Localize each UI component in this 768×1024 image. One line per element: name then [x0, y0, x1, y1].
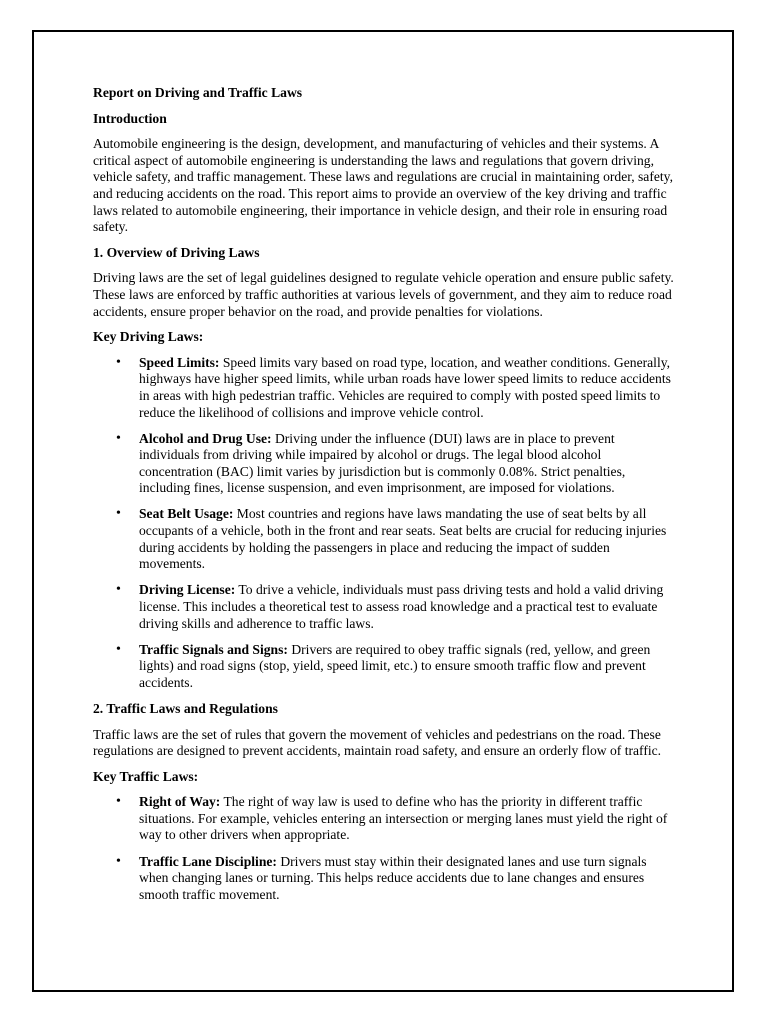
- list-item: [139, 642, 678, 692]
- section1-paragraph: Driving laws are the set of legal guidelines designed to regulate vehicle operation and ensure public safety. These laws are enforced by traffic authorities at various levels of government, and they aim to reduce road accidents, ensure proper behavior on the road, and provide penalties for violations.: [93, 270, 674, 319]
- list-item: [139, 582, 678, 632]
- document-content: [93, 85, 678, 913]
- list-item-term: Seat Belt Usage:: [139, 506, 234, 522]
- list-item-term: Driving License:: [139, 582, 236, 598]
- list-item: [139, 355, 678, 421]
- driving-laws-list: [93, 355, 678, 692]
- report-title: Report on Driving and Traffic Laws: [93, 85, 303, 100]
- intro-paragraph: Automobile engineering is the design, development, and manufacturing of vehicles and their systems. A critical aspect of automobile engineering is understanding the laws and regulations that govern driving, vehicle safety, and traffic management. These laws and regulations are crucial in maintaining order, safety, and reducing accidents on the road. This report aims to provide an overview of the key driving and traffic laws related to automobile engineering, their importance in vehicle design, and their role in ensuring road safety.: [93, 136, 673, 235]
- list-item-text: Drivers must stay within their designated lanes and use turn signals when changing lanes or turning. This helps reduce accidents due to lane changes and ensures smooth traffic movement.: [139, 853, 647, 902]
- intro-heading: Introduction: [93, 110, 167, 126]
- section1-subheading: Key Driving Laws:: [93, 329, 204, 345]
- list-item-text: Most countries and regions have laws mandating the use of seat belts by all occupants of a vehicle, both in the front and rear seats. Seat belts are crucial for reducing injuries during accidents by holding the passengers in place and reducing the impact of sudden movements.: [139, 506, 667, 572]
- list-item-text: Speed limits vary based on road type, location, and weather conditions. Generally, highways have higher speed limits, while urban roads have lower speed limits to reduce accidents in areas with high pedestrian traffic. Vehicles are required to comply with posted speed limits to reduce the likelihood of collisions and improve vehicle control.: [139, 354, 671, 420]
- list-item-term: Traffic Lane Discipline:: [139, 853, 277, 869]
- section1-heading: 1. Overview of Driving Laws: [93, 244, 260, 260]
- traffic-laws-list: [93, 794, 678, 903]
- section2-paragraph: Traffic laws are the set of rules that govern the movement of vehicles and pedestrians on the road. These regulations are designed to prevent accidents, maintain road safety, and ensure an orderly flow of traffic.: [93, 726, 662, 759]
- list-item-term: Alcohol and Drug Use:: [139, 430, 272, 446]
- list-item: [139, 506, 678, 572]
- list-item-text: To drive a vehicle, individuals must pass driving tests and hold a valid driving license. This includes a theoretical test to assess road knowledge and a practical test to evaluate driving skills and adherence to traffic laws.: [139, 582, 664, 631]
- list-item: [139, 794, 678, 844]
- document-page: [32, 30, 734, 992]
- list-item: [139, 854, 678, 904]
- list-item-term: Speed Limits:: [139, 354, 220, 370]
- list-item-text: Drivers are required to obey traffic signals (red, yellow, and green lights) and road signs (stop, yield, speed limit, etc.) to ensure smooth traffic flow and prevent accidents.: [139, 641, 651, 690]
- list-item-term: Traffic Signals and Signs:: [139, 641, 288, 657]
- list-item-text: Driving under the influence (DUI) laws are in place to prevent individuals from driving while impaired by alcohol or drugs. The legal blood alcohol concentration (BAC) limit varies by jurisdiction but is commonly 0.08%. Strict penalties, including fines, license suspension, and even imprisonment, are imposed for violations.: [139, 430, 626, 496]
- list-item-text: The right of way law is used to define who has the priority in different traffic situations. For example, vehicles entering an intersection or merging lanes must yield the right of way to other drivers when appropriate.: [139, 794, 668, 843]
- section2-heading: 2. Traffic Laws and Regulations: [93, 700, 278, 716]
- list-item: [139, 431, 678, 497]
- section2-subheading: Key Traffic Laws:: [93, 768, 199, 784]
- list-item-term: Right of Way:: [139, 794, 221, 810]
